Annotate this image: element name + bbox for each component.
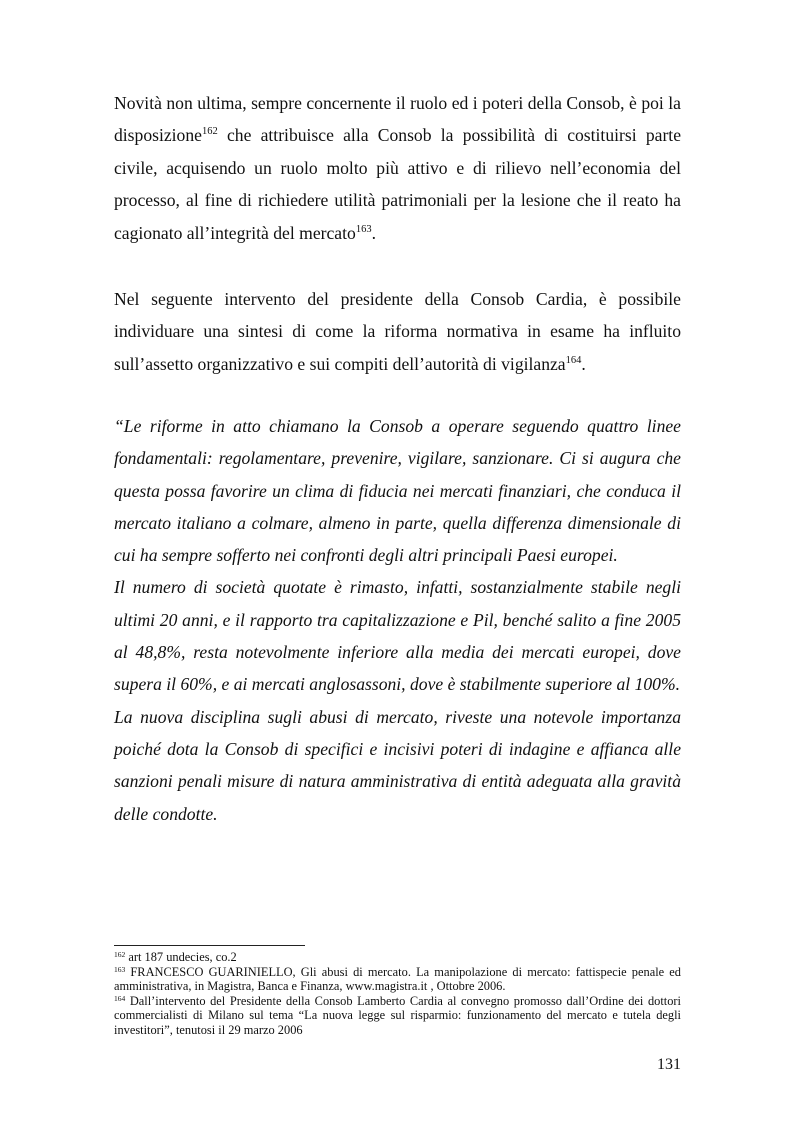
- body-paragraph: [114, 283, 681, 380]
- footnote: [114, 950, 681, 965]
- paragraph-text: Novità non ultima, sempre concernente il ruolo ed i poteri della Consob, è poi la disposizione: [114, 93, 681, 146]
- quote-paragraph: La nuova disciplina sugli abusi di mercato, riveste una notevole importanza poiché dota la Consob di specifici e incisivi poteri di indagine e affianca alle sanzioni penali misure di natura amministrativa di entità adeguata alla gravità delle condotte.: [114, 706, 681, 824]
- paragraph-text: .: [371, 222, 376, 243]
- footnote-text: art 187 undecies, co.2: [125, 950, 237, 964]
- body-paragraph: [114, 87, 681, 249]
- footnote-separator: [114, 945, 305, 946]
- block-quote: [114, 410, 681, 830]
- footnote-number: 162: [114, 950, 126, 959]
- footnote-number: 163: [114, 964, 126, 974]
- footnote-number: 164: [114, 993, 126, 1003]
- paragraph-text: Nel seguente intervento del presidente della Consob Cardia, è possibile individuare una sintesi di come la riforma normativa in esame ha influito sull’assetto organizzativo e sui compiti dell’autorità di vigilanza: [114, 289, 681, 374]
- footnote-ref: 163: [355, 223, 372, 235]
- footnote-ref: 164: [565, 354, 582, 366]
- footnote-ref: 162: [201, 126, 218, 138]
- footnotes: [114, 950, 681, 1038]
- quote-paragraph: “Le riforme in atto chiamano la Consob a operare seguendo quattro linee fondamentali: regolamentare, prevenire, vigilare, sanzionare. Ci si augura che questa possa favorire un clima di fiducia nei mercati finanziari, che conduca il mercato italiano a colmare, almeno in parte, quella differenza dimensionale di cui ha sempre sofferto nei confronti degli altri principali Paesi europei.: [114, 416, 681, 566]
- paragraph-text: .: [581, 353, 586, 374]
- page-number: 131: [657, 1056, 681, 1073]
- paragraph-text: che attribuisce alla Consob la possibilità di costituirsi parte civile, acquisendo un ruolo molto più attivo e di rilievo nell’economia del processo, al fine di richiedere utilità patrimoniali per la lesione che il reato ha cagionato all’integrità del mercato: [114, 125, 681, 243]
- quote-paragraph: Il numero di società quotate è rimasto, infatti, sostanzialmente stabile negli ultimi 20 anni, e il rapporto tra capitalizzazione e Pil, benché salito a fine 2005 al 48,8%, resta notevolmente inferiore alla media dei mercati europei, dove supera il 60%, e ai mercati anglosassoni, dove è stabilmente superiore al 100%.: [114, 577, 681, 695]
- footnote: [114, 965, 681, 994]
- footnote-text: Dall’intervento del Presidente della Consob Lamberto Cardia al convegno promosso dall’Ordine dei dottori commercialisti di Milano sul tema “La nuova legge sul risparmio: funzionamento del mercato e tutela degli investitori”, tenutosi il 29 marzo 2006: [114, 993, 681, 1037]
- footnote: [114, 994, 681, 1038]
- footnote-text: FRANCESCO GUARINIELLO, Gli abusi di mercato. La manipolazione di mercato: fattispecie penale ed amministrativa, in Magistra, Banca e Finanza, www.magistra.it , Ottobre 2006.: [114, 964, 681, 994]
